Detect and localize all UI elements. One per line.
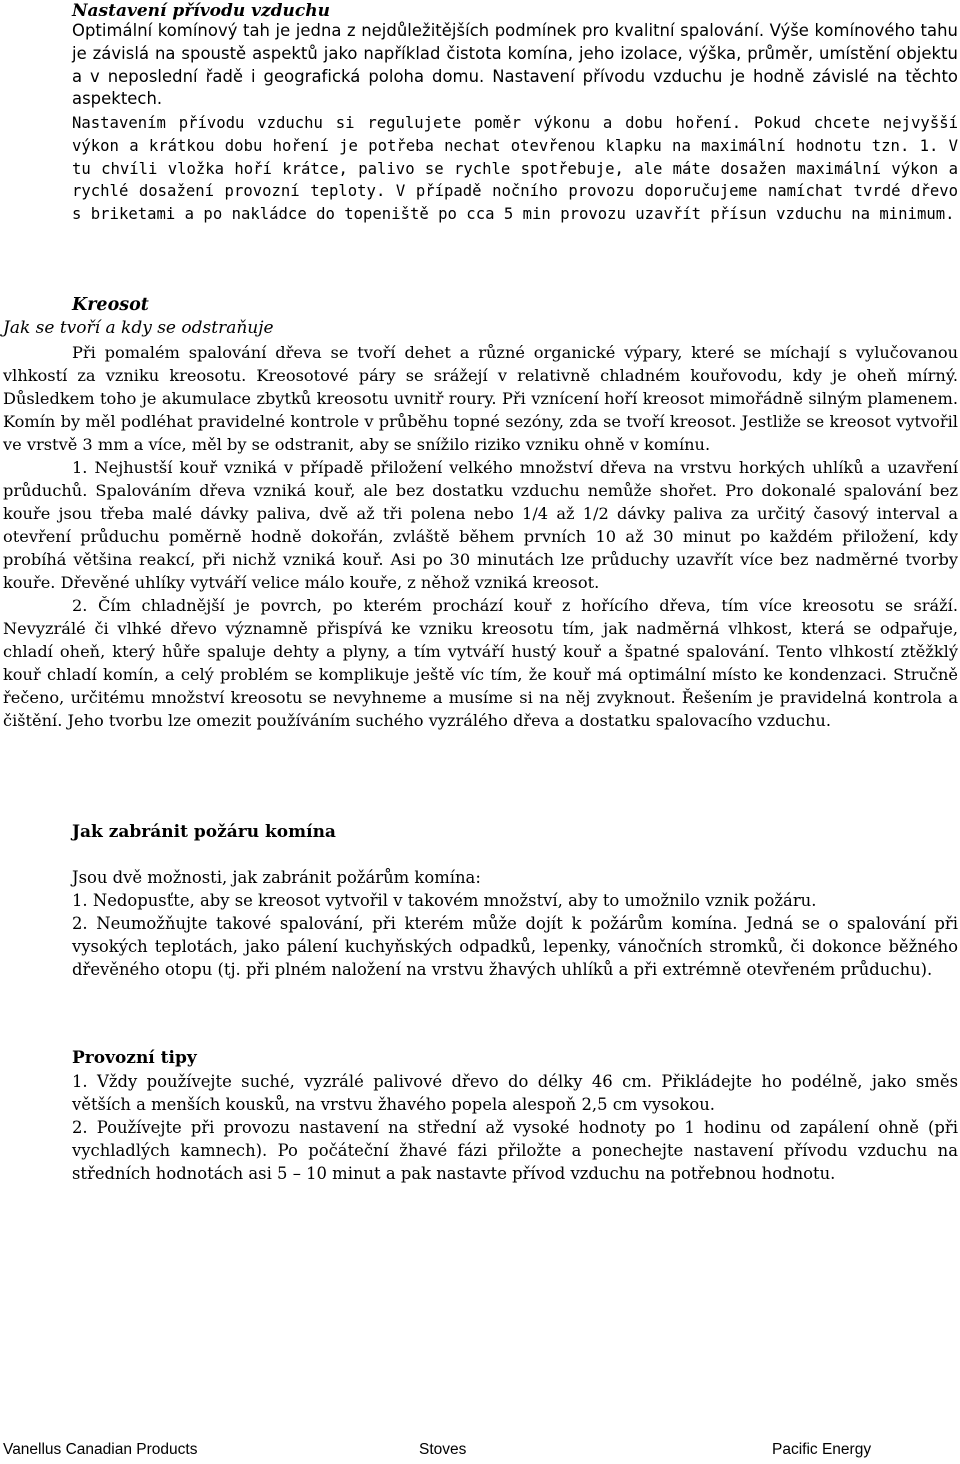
section-heading-creosote: Kreosot [72,295,149,315]
list-item: 1. Vždy používejte suché, vyzrálé palivové dřevo do délky 46 cm. Přikládejte ho podélně, jako směs větších a menších kousků, na vrstvu žhavého popela alespoň 2,5 cm vysokou. [72,1072,958,1114]
paragraph-creosote-3: 2. Čím chladnější je povrch, po kterém prochází kouř z hořícího dřeva, tím více kreosotu se sráží. Nevyzrálé či vlhké dřevo významně přispívá ke vzniku kreosotu tím, jak nadměrná vlhkost, která se odpařuje, chladí oheň, který hůře spaluje dehty a plyny, a tím vytváří hustý kouř a špatné spalování. Tento vlhkostí ztěžklý kouř chladí komín, a celý problém se komplikuje ještě víc tím, že kouř má optimální místo ke kondenzaci. Stručně řečeno, určitému množství kreosotu se nevyhneme a musíme si na něj zvyknout. Řešením je pravidelná kontrola a čištění. Jeho tvorbu lze omezit používáním suchého vyzrálého dřeva a dostatku spalovacího vzduchu. [3,596,958,730]
footer-category: Stoves [419,1441,467,1458]
list-item: 1. Nedopusťte, aby se kreosot vytvořil v takovém množství, aby to umožnilo vznik požáru. [72,891,817,910]
footer-brand: Pacific Energy [772,1441,872,1458]
page-footer [0,1441,960,1463]
section-subheading-creosote: Jak se tvoří a kdy se odstraňuje [3,318,274,338]
paragraph-creosote-1: Při pomalém spalování dřeva se tvoří dehet a různé organické výpary, které se míchají s vylučovanou vlhkostí za vzniku kreosotu. Kreosotové páry se srážejí v relativně chladném kouřovodu, kdy je oheň mírný. Důsledkem toho je akumulace zbytků kreosotu uvnitř roury. Při vznícení hoří kreosot mimořádně silným plamenem. Komín by měl podléhat pravidelné kontrole v průběhu topné sezóny, zda se tvoří kreosot. Jestliže se kreosot vytvořil ve vrstvě 3 mm a více, měl by se odstranit, aby se snížilo riziko vzniku ohně v komínu. [3,343,958,454]
chimney-fire-list [72,889,958,981]
footer-company: Vanellus Canadian Products [3,1441,198,1458]
paragraph-air-supply-1: Optimální komínový tah je jedna z nejdůležitějších podmínek pro kvalitní spalování. Výše komínového tahu je závislá na spoustě aspektů jako například čistota komína, jeho izolace, výška, průměr, umístění objektu a v neposlední řadě i geografická poloha domu. Nastavení přívodu vzduchu je hodně závislé na těchto aspektech. [72,21,958,109]
operating-tips-list [72,1070,958,1185]
list-item: 2. Neumožňujte takové spalování, při kterém může dojít k požárům komína. Jedná se o spalování při vysokých teplotách, jako pálení kuchyňských odpadků, lepenky, vánočních stromků, či dokonce běžného dřevěného otopu (tj. při plném naložení na vrstvu žhavých uhlíků a při extrémně otevřeném průduchu). [72,914,958,979]
section-heading-operating-tips: Provozní tipy [72,1048,197,1068]
creosote-body [3,341,958,732]
paragraph-creosote-2: 1. Nejhustší kouř vzniká v případě přiložení velkého množství dřeva na vrstvu horkých uhlíků a uzavření průduchů. Spalováním dřeva vzniká kouř, ale bez dostatku vzduchu nemůže shořet. Pro dokonalé spalování bez kouře jsou třeba malé dávky paliva, dvě až tři polena nebo 1/4 až 1/2 dávky paliva za určitý časový interval a otevření průduchu poměrně hodně dokořán, zvláště během prvních 10 až 30 minut po každém přiložení, kdy probíhá většina reakcí, při nichž vzniká kouř. Asi po 30 minutách lze průduchy uzavřít více bez nadměrné tvorby kouře. Dřevěné uhlíky vytváří velice málo kouře, z něhož vzniká kreosot. [3,458,958,592]
paragraph-air-supply-2: Nastavením přívodu vzduchu si regulujete poměr výkonu a dobu hoření. Pokud chcete nejvyšší výkon a krátkou dobu hoření je potřeba nechat otevřenou klapku na maximální hodnotu tzn. 1. V tu chvíli vložka hoří krátce, palivo se rychle spotřebuje, ale máte dosažen maximální výkon a rychlé dosažení provozní teploty. V případě nočního provozu doporučujeme namíchat tvrdé dřevo s briketami a po nakládce do topeniště po cca 5 min provozu uzavřít přísun vzduchu na minimum. [72,114,958,224]
list-item: 2. Používejte při provozu nastavení na střední až vysoké hodnoty po 1 hodinu od zapálení ohně (při vychladlých kamnech). Po počáteční žhavé fázi přiložte a ponechejte nastavení přívodu vzduchu na středních hodnotách asi 5 – 10 minut a pak nastavte přívod vzduchu na potřebnou hodnotu. [72,1118,958,1183]
paragraph-chimney-fire-intro: Jsou dvě možnosti, jak zabránit požárům komína: [72,868,481,887]
section-heading-air-supply: Nastavení přívodu vzduchu [72,1,330,21]
section-heading-chimney-fire: Jak zabránit požáru komína [72,822,336,842]
